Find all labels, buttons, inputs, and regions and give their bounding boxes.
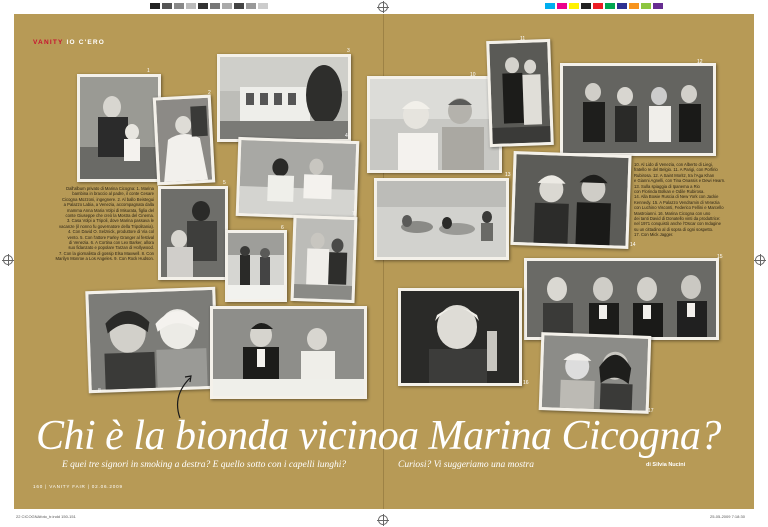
caption-line: e Gianni Agnelli, con Tina Onassis e Dewi Hearn. xyxy=(634,178,726,184)
swatch xyxy=(569,3,579,9)
headline-right: a Marina Cicogna? xyxy=(398,413,721,459)
caption-line: suo fidanzato e popolare Tarzan di Hollywood. xyxy=(68,245,154,251)
caption-line: Dall'album privato di Marina Cicogna: 1. Marina xyxy=(66,186,154,191)
swatch xyxy=(222,3,232,9)
caption-line: a Palazzo Labia, a Venezia, accompagnata dalla xyxy=(63,202,154,208)
caption-line: Kennedy. 15. A Palazzo Vendramin di Venezia xyxy=(634,199,720,205)
caption-line: su un cittadino al di sopra di ogni sospetto. xyxy=(634,226,714,232)
photo-10 xyxy=(367,76,502,173)
swatch xyxy=(234,3,244,9)
caption-line: Marilyn Monroe a Los Angeles. 9. Con Rock Hudson. xyxy=(55,256,154,262)
photo-4 xyxy=(236,137,360,220)
swatch xyxy=(605,3,615,9)
swatch xyxy=(246,3,256,9)
caption-line: nel 1971 conquistò anche l'Oscar con Indagine xyxy=(634,221,721,227)
caption-line: 3. Casa Volpi a Tripoli, dove Marina passava le xyxy=(66,218,154,224)
photo-number: 3 xyxy=(347,48,350,54)
swatch xyxy=(581,3,591,9)
swatch xyxy=(162,3,172,9)
photo-5 xyxy=(158,186,228,280)
photo-number: 8 xyxy=(98,388,101,394)
caption-left xyxy=(30,186,154,262)
photo-9 xyxy=(210,306,367,399)
caption-line: vento. 5. Con l'attore Farley Granger al festival xyxy=(67,234,154,240)
photo-number: 2 xyxy=(208,90,211,96)
subhead-right: Curiosi? Vi suggeriamo una mostra xyxy=(398,460,535,470)
photo-2 xyxy=(153,95,216,186)
caption-line: di Venezia. 6. A Cortina con Lex Barker, allora xyxy=(69,240,154,246)
caption-line: conte Giuseppe che creò la Mostra del Cinema. xyxy=(65,213,154,219)
caption-line: 14. Alla Bowie Ruscia di New York con Jackie xyxy=(634,194,719,200)
caption-right xyxy=(634,162,742,238)
photo-17 xyxy=(539,332,652,414)
caption-line: fratello re del Belgio. 11. A Parigi, con Porfirio xyxy=(634,167,718,173)
caption-line: 10. Al Lido di Venezia, con Alberto di Liegi, xyxy=(634,162,713,167)
photo-number: 15 xyxy=(717,254,723,260)
swatch xyxy=(198,3,208,9)
caption-line: Rubirosa. 12. A Saint Moritz, tra l'Aga Khan xyxy=(634,172,715,178)
photo-6 xyxy=(225,230,287,302)
caption-line: con Florinda Bolkan e Odile Rubirosa. xyxy=(634,189,705,195)
swatch xyxy=(258,3,268,9)
byline: di Silvia Nucini xyxy=(646,462,686,468)
section-label: IO C'ERO xyxy=(66,39,106,46)
photo-number: 10 xyxy=(470,72,476,78)
photo-number: 14 xyxy=(630,242,636,248)
swatch xyxy=(557,3,567,9)
swatch xyxy=(617,3,627,9)
brand-label: VANITY xyxy=(33,39,64,46)
photo-number: 1 xyxy=(147,68,150,74)
caption-line: con Luchino Visconti, Federico Fellini e Marcello xyxy=(634,205,724,211)
photo-15 xyxy=(524,258,719,340)
caption-line: dei tanti David di Donatello vinti da produttrice: xyxy=(634,216,721,222)
caption-line: Cicogna Mozzoni, ingegnere. 2. Al ballo Beistegui xyxy=(62,196,154,202)
photo-11 xyxy=(486,39,554,147)
section-header xyxy=(33,39,105,46)
print-slug-right: 25-05-2009 7:18:30 xyxy=(710,514,745,519)
caption-line: bambina in braccio al padre, il conte Cesare xyxy=(72,191,154,197)
swatch xyxy=(653,3,663,9)
page-folio: 160 | VANITY FAIR | 02.06.2009 xyxy=(33,484,123,489)
swatch xyxy=(186,3,196,9)
caption-line: mamma Anna Maria Volpi di Misurata, figlia del xyxy=(66,207,154,213)
photo-number: 13 xyxy=(505,172,511,178)
caption-line: 4. Con David O. Selznick, produttore di Via col xyxy=(67,229,154,235)
photo-16 xyxy=(398,288,522,386)
photo-13 xyxy=(374,178,509,260)
swatch xyxy=(593,3,603,9)
headline-left: Chi è la bionda vicino xyxy=(36,413,399,459)
photo-number: 4 xyxy=(345,133,348,139)
photo-1 xyxy=(77,74,161,182)
caption-line: 17. Con Mick Jagger. xyxy=(634,232,674,238)
photo-7 xyxy=(291,215,358,303)
photo-14 xyxy=(510,151,631,249)
photo-number: 11 xyxy=(520,36,526,42)
photo-number: 12 xyxy=(697,59,703,65)
registration-mark-right xyxy=(755,255,765,265)
photo-number: 5 xyxy=(223,180,226,186)
caption-line: 13. Sulla spiaggia di Ipanema a Rio xyxy=(634,183,700,189)
print-slug-left: 22 CICOGNAfoto_tr.indd 150-151 xyxy=(16,514,76,519)
swatch xyxy=(545,3,555,9)
registration-mark-left xyxy=(3,255,13,265)
caption-line: 7. Con la giornalista di gossip Elsa Maxwell. 8. Con xyxy=(59,250,154,256)
caption-line: Mastroianni. 16. Marina Cicogna con uno xyxy=(634,210,711,216)
swatch xyxy=(150,3,160,9)
photo-3 xyxy=(217,54,351,142)
swatch xyxy=(629,3,639,9)
photo-12 xyxy=(560,63,716,156)
photo-number: 16 xyxy=(523,380,529,386)
caption-line: vacanze (il nonno fu governatore della Tripolitania). xyxy=(59,223,154,229)
subhead-left: E quei tre signori in smoking a destra? E quello sotto con i capelli lunghi? xyxy=(62,460,347,470)
swatch xyxy=(210,3,220,9)
photo-number: 17 xyxy=(648,408,654,414)
photo-number: 7 xyxy=(352,211,355,217)
photo-number: 6 xyxy=(281,225,284,231)
swatch xyxy=(174,3,184,9)
swatch xyxy=(641,3,651,9)
registration-mark-top xyxy=(378,2,388,12)
registration-mark-bottom xyxy=(378,515,388,525)
